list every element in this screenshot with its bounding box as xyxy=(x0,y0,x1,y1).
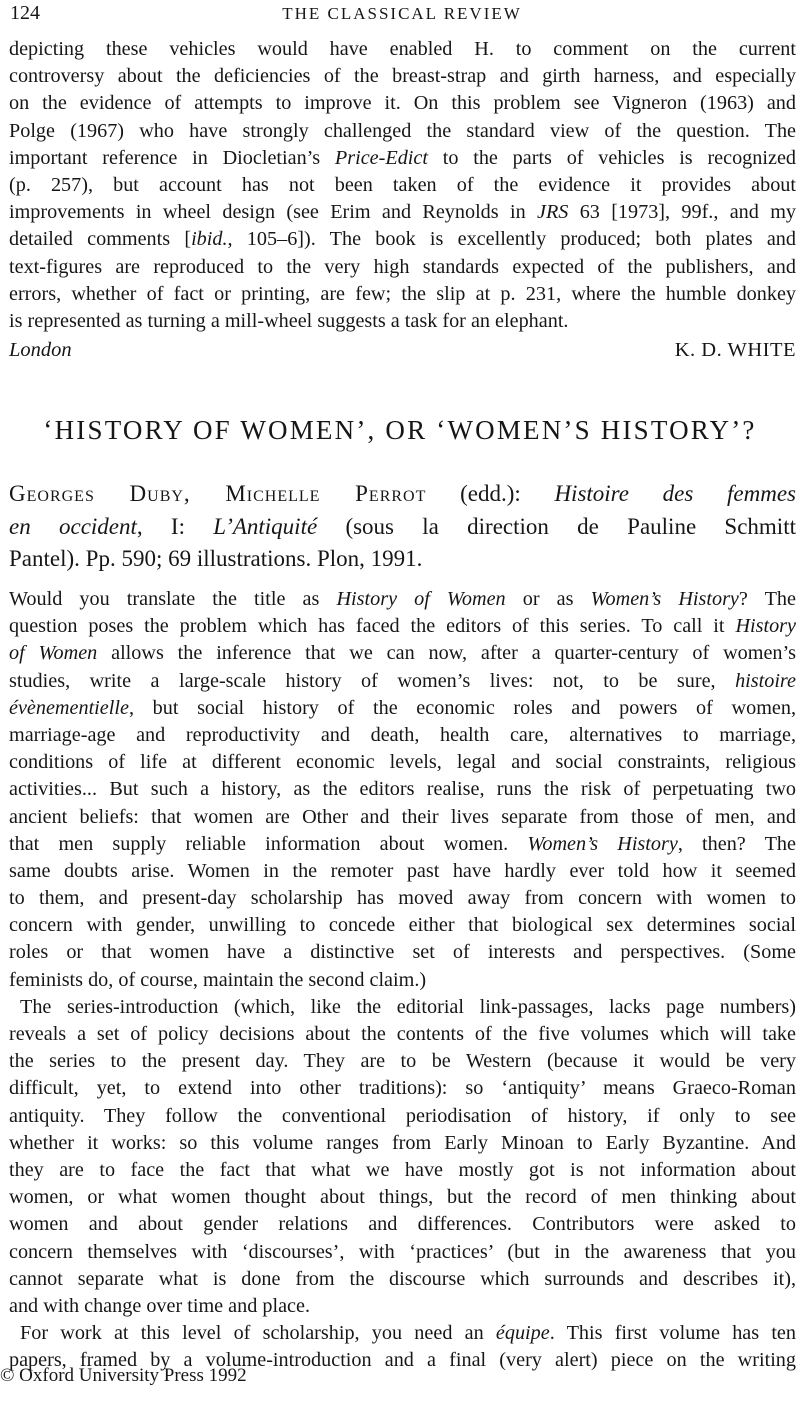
text-line: concern themselves with ‘discourses’, with ‘practices’ (but in the awareness that you xyxy=(9,1240,796,1263)
text-line: improvements in wheel design (see Erim and Reynolds in JRS 63 [1973], 99f., and my xyxy=(9,201,796,224)
bib-line: Pantel). Pp. 590; 69 illustrations. Plon, 1991. xyxy=(9,546,423,571)
text-line: Polge (1967) who have strongly challenged the standard view of the question. The xyxy=(9,119,796,142)
text-line: question poses the problem which has faced the editors of this series. To call it History xyxy=(9,615,796,638)
text-line: conditions of life at different economic levels, legal and social constraints, religious xyxy=(9,751,796,774)
bibliographic-entry xyxy=(9,478,796,576)
review-title: ‘HISTORY OF WOMEN’, OR ‘WOMEN’S HISTORY’? xyxy=(43,415,757,445)
text-line: reveals a set of policy decisions about the contents of the five volumes which will take xyxy=(9,1023,796,1045)
text-line: activities... But such a history, as the editors realise, runs the risk of perpetuating two xyxy=(9,778,796,801)
text-line: difficult, yet, to extend into other traditions): so ‘antiquity’ means Graeco-Roman xyxy=(9,1077,796,1100)
text-line: women and about gender relations and differences. Contributors were asked to xyxy=(9,1213,796,1236)
journal-title: THE CLASSICAL REVIEW xyxy=(282,4,522,23)
page-number: 124 xyxy=(10,2,40,24)
text-line: they are to face the fact that what we have mostly got is not information about xyxy=(9,1158,796,1181)
text-line: Would you translate the title as History of Women or as Women’s History? The xyxy=(9,588,796,610)
text-line: text-figures are reproduced to the very high standards expected of the publishers, and xyxy=(9,255,796,278)
text-line: to them, and present-day scholarship has moved away from concern with women to xyxy=(9,887,796,910)
text-line: évènementielle, but social history of the economic roles and powers of women, xyxy=(9,696,796,719)
text-line: detailed comments [ibid., 105–6]). The book is excellently produced; both plates and xyxy=(9,228,796,251)
text-line: The series-introduction (which, like the editorial link-passages, lacks page numbers) xyxy=(20,995,796,1018)
bib-line: en occident, I: L’Antiquité (sous la direction de Pauline Schmitt xyxy=(9,513,796,539)
text-line: feminists do, of course, maintain the second claim.) xyxy=(9,968,427,991)
text-line: whether it works: so this volume ranges from Early Minoan to Early Byzantine. And xyxy=(9,1131,796,1154)
text-line: roles or that women have a distinctive set of interests and perspectives. (Some xyxy=(9,941,796,964)
text-line: of Women allows the inference that we can now, after a quarter-century of women’s xyxy=(9,642,796,665)
text-line: on the evidence of attempts to improve it. On this problem see Vigneron (1963) and xyxy=(9,92,796,115)
copyright-notice: © Oxford University Press 1992 xyxy=(0,1365,247,1386)
author-names: Georges Duby, Michelle Perrot xyxy=(9,481,427,506)
text-line: same doubts arise. Women in the remoter past have hardly ever told how it seemed xyxy=(9,859,796,882)
reviewer-name: K. D. WHITE xyxy=(674,339,796,361)
text-line: antiquity. They follow the conventional periodisation of history, if only to see xyxy=(9,1104,796,1127)
text-line: the series to the present day. They are to be Western (because it would be very xyxy=(9,1050,796,1073)
text-line: ancient beliefs: that women are Other and their lives separate from those of men, and xyxy=(9,805,796,828)
text-line: that men supply reliable information about women. Women’s History, then? The xyxy=(9,832,796,855)
reviewer-location: London xyxy=(9,339,72,361)
review-signature xyxy=(9,336,796,364)
text-line: papers, framed by a volume-introduction and a final (very alert) piece on the writing xyxy=(9,1349,796,1372)
text-line: depicting these vehicles would have enabled H. to comment on the current xyxy=(9,38,796,60)
text-line: women, or what women thought about things, but the record of men thinking about xyxy=(9,1186,796,1209)
bib-line: Georges Duby, Michelle Perrot (edd.): Histoire des femmes xyxy=(9,481,796,506)
text-line: errors, whether of fact or printing, are few; the slip at p. 231, where the humble donkey xyxy=(9,282,796,305)
review-body xyxy=(9,586,796,1374)
text-line: is represented as turning a mill-wheel suggests a task for an elephant. xyxy=(9,309,569,332)
text-line: controversy about the deficiencies of the breast-strap and girth harness, and especially xyxy=(9,65,796,88)
text-line: marriage-age and reproductivity and death, health care, alternatives to marriage, xyxy=(9,723,796,746)
running-header xyxy=(10,0,794,26)
text-line: and with change over time and place. xyxy=(9,1294,311,1317)
text-line: (p. 257), but account has not been taken of the evidence it provides about xyxy=(9,173,796,196)
review-text-continued xyxy=(9,36,796,335)
text-line: For work at this level of scholarship, you need an équipe. This first volume has ten xyxy=(20,1322,796,1345)
text-line: cannot separate what is done from the discourse which surrounds and describes it), xyxy=(9,1267,796,1290)
text-line: important reference in Diocletian’s Price-Edict to the parts of vehicles is recognized xyxy=(9,146,796,169)
text-line: concern with gender, unwilling to concede either that biological sex determines social xyxy=(9,914,796,937)
text-line: studies, write a large-scale history of women’s lives: not, to be sure, histoire xyxy=(9,669,796,692)
